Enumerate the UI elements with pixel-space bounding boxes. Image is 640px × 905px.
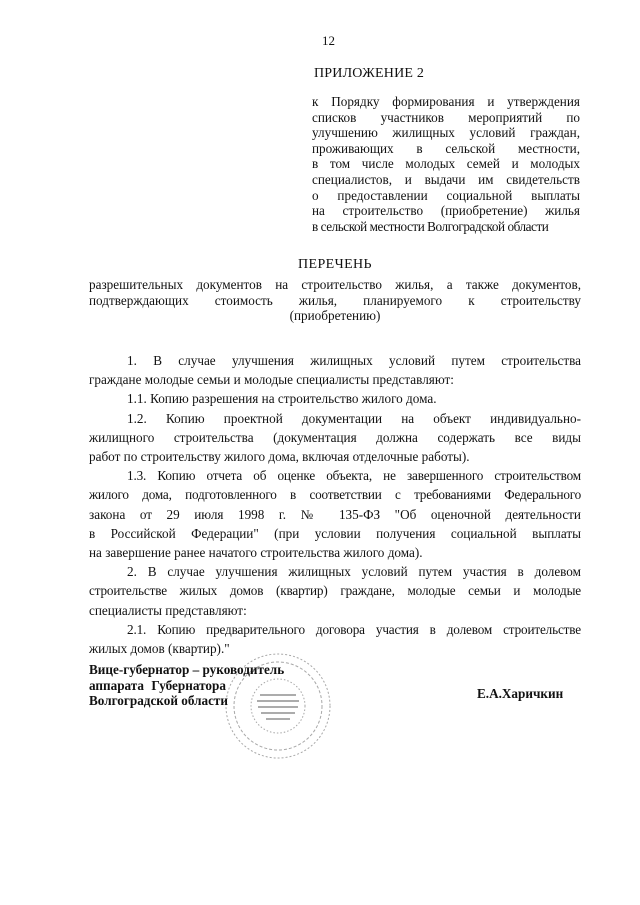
- subheading-line: (приобретению): [289, 308, 381, 324]
- appendix-line: списков участников мероприятий по: [312, 109, 580, 125]
- body-line: в Российской Федерации" (при условии получения социальной выплаты: [89, 525, 581, 541]
- body-line: 1. В случае улучшения жилищных условий путем строительства: [127, 353, 581, 368]
- document-heading: ПЕРЕЧЕНЬ: [298, 257, 372, 272]
- subheading-line: разрешительных документов на строительство жилья, а также документов,: [89, 277, 581, 292]
- body-line: работ по строительству жилого дома, включая отделочные работы).: [89, 449, 470, 465]
- appendix-line: в сельской местности Волгоградской области: [312, 218, 549, 234]
- signature-position: [89, 662, 284, 709]
- appendix-text: [312, 94, 580, 234]
- body-line: 1.1. Копию разрешения на строительство жилого дома.: [127, 391, 437, 407]
- signature-position-line: Волгоградской области: [89, 693, 229, 708]
- document-body: [89, 351, 581, 658]
- body-line: закона от 29 июля 1998 г. № 135-ФЗ "Об оценочной деятельности: [89, 506, 581, 522]
- page-number: 12: [322, 33, 335, 48]
- body-line: 2.1. Копию предварительного договора участия в долевом строительстве: [127, 621, 581, 637]
- body-line: на завершение ранее начатого строительства жилого дома).: [89, 545, 423, 561]
- signature-position-line: Вице-губернатор – руководитель: [89, 662, 285, 677]
- appendix-line: улучшению жилищных условий граждан,: [312, 125, 580, 141]
- appendix-line: проживающих в сельской местности,: [312, 140, 580, 156]
- body-line: строительстве жилых домов (квартир) граждане, молодые семьи и молодые: [89, 583, 581, 599]
- appendix-line: о предоставлении социальной выплаты: [312, 187, 580, 203]
- appendix-line: специалистов, и выдачи им свидетельств: [312, 171, 580, 187]
- body-line: жилых домов (квартир).": [89, 641, 230, 657]
- subheading-line: подтверждающих стоимость жилья, планируемого к строительству: [89, 292, 581, 308]
- document-subheading: [89, 277, 581, 324]
- body-line: 2. В случае улучшения жилищных условий путем участия в долевом: [127, 564, 581, 580]
- body-line: специалисты представляют:: [89, 602, 247, 618]
- body-line: граждане молодые семьи и молодые специалисты представляют:: [89, 372, 454, 388]
- appendix-title: ПРИЛОЖЕНИЕ 2: [314, 66, 425, 81]
- signature-position-line: аппарата Губернатора: [89, 677, 226, 693]
- body-line: жилого дома, подготовленного в соответствии с требованиями Федерального: [89, 487, 581, 503]
- appendix-line: на строительство (приобретение) жилья: [312, 203, 580, 219]
- body-line: 1.3. Копию отчета об оценке объекта, не завершенного строительством: [127, 468, 581, 484]
- appendix-line: в том числе молодых семей и молодых: [312, 156, 580, 172]
- signatory-name: Е.А.Харичкин: [477, 686, 564, 701]
- appendix-line: к Порядку формирования и утверждения: [312, 94, 580, 109]
- body-line: жилищного строительства (документация должна содержать все виды: [89, 429, 581, 445]
- body-line: 1.2. Копию проектной документации на объект индивидуально-: [127, 410, 581, 426]
